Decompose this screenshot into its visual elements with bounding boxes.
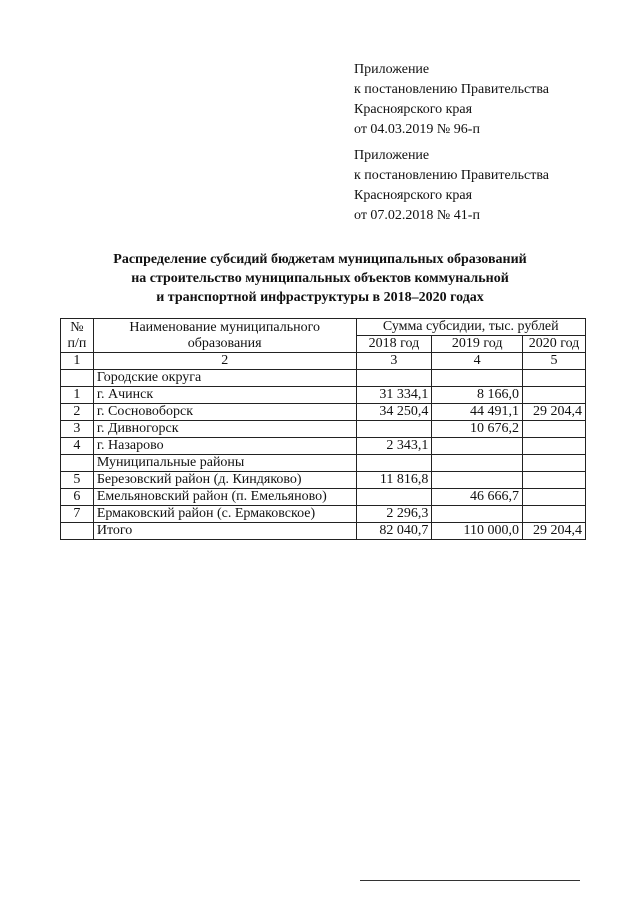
- document-title: [70, 250, 570, 307]
- municipality-name: г. Дивногорск: [93, 421, 356, 438]
- column-number-row: [61, 353, 586, 370]
- table-row: [61, 387, 586, 404]
- total-2019: 110 000,0: [432, 523, 523, 540]
- appendix-block-2: [354, 146, 624, 226]
- appendix-block-1: [354, 60, 624, 140]
- appendix-line: Приложение: [354, 62, 430, 77]
- table-row: [61, 489, 586, 506]
- column-number: 1: [61, 353, 94, 370]
- appendix-line: к постановлению Правительства: [354, 82, 550, 97]
- footer-divider: [360, 880, 580, 881]
- row-number-cell: 2: [61, 404, 94, 421]
- row-number-cell: [61, 523, 94, 540]
- municipality-name: Ермаковский район (с. Ермаковское): [93, 506, 356, 523]
- total-row: [61, 523, 586, 540]
- title-line: на строительство муниципальных объектов коммунальной: [131, 271, 509, 286]
- group-row: [61, 370, 586, 387]
- value-2019: [432, 438, 523, 455]
- value-2019: [432, 472, 523, 489]
- value-2020: [523, 421, 586, 438]
- row-number-cell: 6: [61, 489, 94, 506]
- value-2018: [356, 421, 432, 438]
- value-2020: [523, 455, 586, 472]
- column-number: 5: [523, 353, 586, 370]
- value-2020: [523, 370, 586, 387]
- row-number-cell: 4: [61, 438, 94, 455]
- header-year-2018: 2018 год: [356, 336, 432, 353]
- title-line: Распределение субсидий бюджетам муниципальных образований: [113, 252, 527, 267]
- value-2018: 11 816,8: [356, 472, 432, 489]
- municipality-name: г. Ачинск: [93, 387, 356, 404]
- header-sum: Сумма субсидии, тыс. рублей: [356, 319, 585, 336]
- subsidy-table: [60, 318, 586, 540]
- table-row: [61, 506, 586, 523]
- total-2020: 29 204,4: [523, 523, 586, 540]
- value-2019: [432, 370, 523, 387]
- appendix-line: Красноярского края: [354, 102, 473, 117]
- value-2018: [356, 370, 432, 387]
- table-row: [61, 421, 586, 438]
- value-2019: [432, 455, 523, 472]
- row-number-cell: [61, 370, 94, 387]
- value-2020: [523, 506, 586, 523]
- header-name: Наименование муниципального образования: [93, 319, 356, 353]
- column-number: 3: [356, 353, 432, 370]
- row-number-cell: 3: [61, 421, 94, 438]
- column-number: 4: [432, 353, 523, 370]
- header-row-1: [61, 319, 586, 336]
- row-number-cell: [61, 455, 94, 472]
- header-no: [61, 319, 94, 353]
- header-year-2020: 2020 год: [523, 336, 586, 353]
- row-number-cell: 7: [61, 506, 94, 523]
- value-2018: [356, 489, 432, 506]
- municipality-name: г. Назарово: [93, 438, 356, 455]
- value-2018: 31 334,1: [356, 387, 432, 404]
- row-number-cell: 5: [61, 472, 94, 489]
- group-label: Муниципальные районы: [93, 455, 356, 472]
- value-2020: 29 204,4: [523, 404, 586, 421]
- total-label: Итого: [93, 523, 356, 540]
- total-2018: 82 040,7: [356, 523, 432, 540]
- municipality-name: Березовский район (д. Киндяково): [93, 472, 356, 489]
- table-row: [61, 438, 586, 455]
- value-2018: 2 296,3: [356, 506, 432, 523]
- value-2018: 34 250,4: [356, 404, 432, 421]
- header-year-2019: 2019 год: [432, 336, 523, 353]
- value-2020: [523, 438, 586, 455]
- value-2019: 10 676,2: [432, 421, 523, 438]
- appendix-line: от 04.03.2019 № 96-п: [354, 122, 480, 137]
- appendix-line: Красноярского края: [354, 188, 473, 203]
- municipality-name: г. Сосновоборск: [93, 404, 356, 421]
- appendix-line: от 07.02.2018 № 41-п: [354, 208, 480, 223]
- value-2018: [356, 455, 432, 472]
- table-row: [61, 404, 586, 421]
- value-2020: [523, 489, 586, 506]
- value-2019: 46 666,7: [432, 489, 523, 506]
- title-line: и транспортной инфраструктуры в 2018–2020 годах: [156, 290, 484, 305]
- municipality-name: Емельяновский район (п. Емельяново): [93, 489, 356, 506]
- value-2018: 2 343,1: [356, 438, 432, 455]
- column-number: 2: [93, 353, 356, 370]
- row-number-cell: 1: [61, 387, 94, 404]
- value-2019: 44 491,1: [432, 404, 523, 421]
- value-2020: [523, 387, 586, 404]
- appendix-line: к постановлению Правительства: [354, 168, 550, 183]
- group-row: [61, 455, 586, 472]
- value-2019: [432, 506, 523, 523]
- value-2020: [523, 472, 586, 489]
- header-no-label: № п/п: [67, 319, 87, 351]
- value-2019: 8 166,0: [432, 387, 523, 404]
- group-label: Городские округа: [93, 370, 356, 387]
- appendix-line: Приложение: [354, 148, 430, 163]
- table-row: [61, 472, 586, 489]
